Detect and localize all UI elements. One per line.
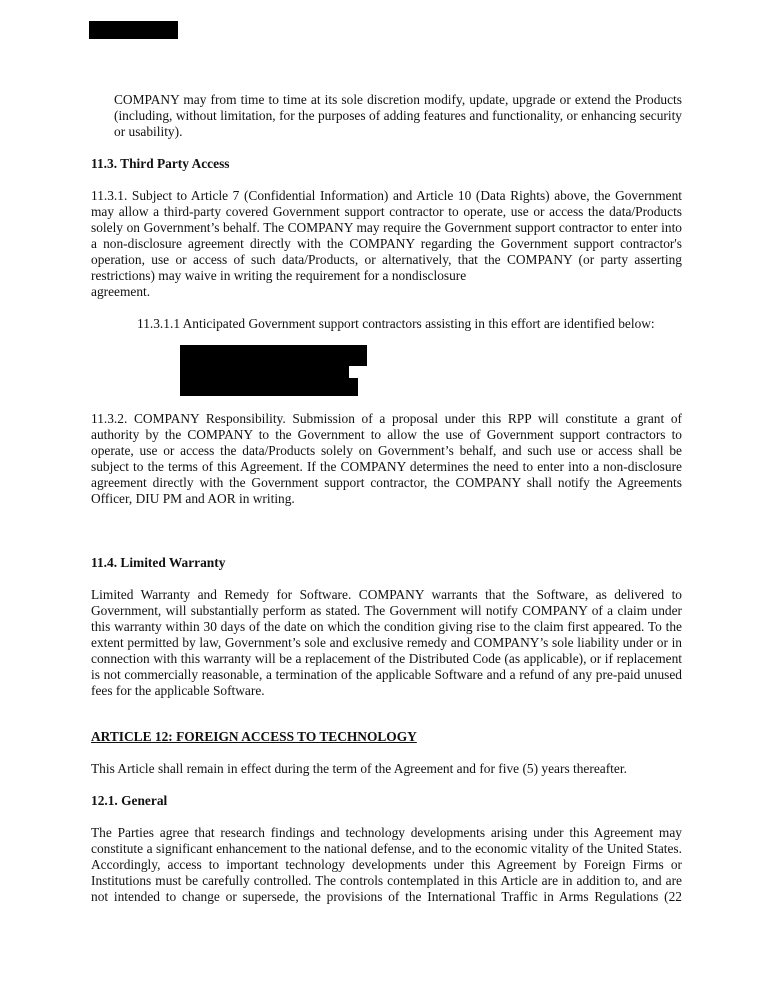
paragraph-11-3-1-1: 11.3.1.1 Anticipated Government support contractors assisting in this effort are identified below: bbox=[137, 316, 655, 331]
paragraph-11-3-2: 11.3.2. COMPANY Responsibility. Submission of a proposal under this RPP will constitute a grant of authority by the COMPANY to the Government to allow the use of Government support contractors to operate, use or access the data/Products solely on Government’s behalf, and such use or access shall be subject to the terms of this Agreement. If the COMPANY determines the need to enter into a non-disclosure agreement directly with the Government support contractor, the COMPANY shall notify the Agreements Officer, DIU PM and AOR in writing. bbox=[91, 411, 682, 506]
article-12-intro: This Article shall remain in effect during the term of the Agreement and for five (5) years thereafter. bbox=[91, 761, 627, 776]
redaction-block-upper bbox=[180, 345, 367, 366]
section-heading-11-3: 11.3. Third Party Access bbox=[91, 156, 230, 171]
intro-paragraph: COMPANY may from time to time at its sole discretion modify, update, upgrade or extend the Products (including, without limitation, for the purposes of adding features and functionality, or enhancing security or usability). bbox=[114, 92, 682, 139]
section-heading-11-4: 11.4. Limited Warranty bbox=[91, 555, 226, 570]
redaction-block-lower-left bbox=[180, 366, 349, 396]
paragraph-11-4: Limited Warranty and Remedy for Software. COMPANY warrants that the Software, as delivered to Government, will substantially perform as stated. The Government will notify COMPANY of a claim under this warranty within 30 days of the date on which the condition giving rise to the claim first appeared. To the extent permitted by law, Government’s sole and exclusive remedy and COMPANY’s sole liability under or in connection with this warranty will be a replacement of the Distributed Code (as applicable), or if replacement is not commercially reasonable, a termination of the applicable Software and a refund of any pre-paid unused fees for the applicable Software. bbox=[91, 587, 682, 698]
paragraph-11-3-1-end: agreement. bbox=[91, 284, 151, 299]
paragraph-11-3-1: 11.3.1. Subject to Article 7 (Confidential Information) and Article 10 (Data Rights) above, the Government may allow a third-party covered Government support contractor to operate, use or access the data/Products solely on Government’s behalf. The COMPANY may require the Government support contractor to enter into a non-disclosure agreement directly with the COMPANY regarding the Government support contractor's operation, use or access of such data/Products, or alternatively, that the COMPANY (or party asserting restrictions) may waive in writing the requirement for a nondisclosure bbox=[91, 188, 682, 283]
redaction-block-lower-right bbox=[349, 378, 358, 396]
section-heading-12-1: 12.1. General bbox=[91, 793, 168, 808]
redaction-header bbox=[89, 21, 178, 39]
paragraph-12-1: The Parties agree that research findings and technology developments arising under this Agreement may constitute a significant enhancement to the national defense, and to the economic vitality of the United States. Accordingly, access to important technology developments under this Agreement by Foreign Firms or Institutions must be carefully controlled. The controls contemplated in this Article are in addition to, and are not intended to change or supersede, the provisions of the International Traffic in Arms Regulations (22 bbox=[91, 825, 682, 904]
article-12-heading: ARTICLE 12: FOREIGN ACCESS TO TECHNOLOGY bbox=[91, 729, 417, 744]
